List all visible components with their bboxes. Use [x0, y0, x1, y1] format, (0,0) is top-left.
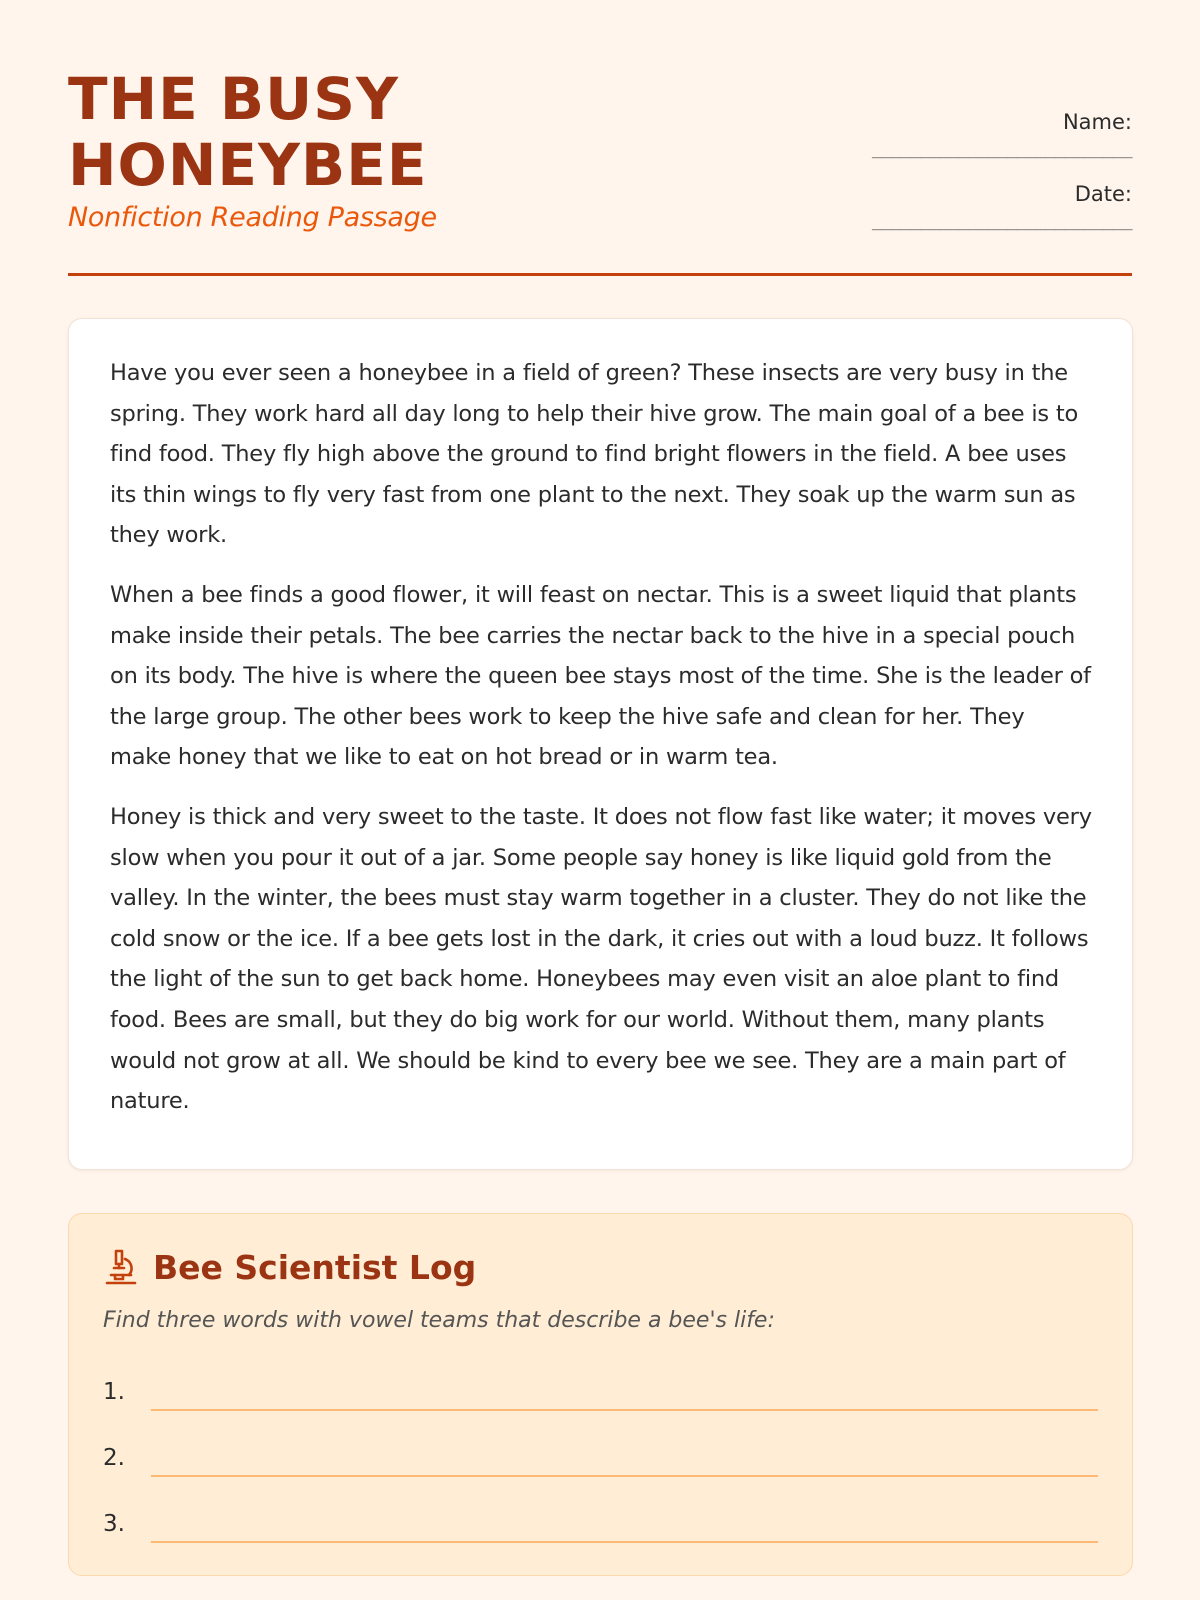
name-field[interactable]: ___________________________: [871, 139, 1132, 159]
answer-line-3[interactable]: [151, 1509, 1098, 1543]
log-instruction: Find three words with vowel teams that describe a bee's life:: [103, 1308, 775, 1333]
student-fields: [872, 106, 1132, 250]
answer-number: 1.: [103, 1379, 125, 1405]
worksheet-header: [68, 0, 1132, 276]
answer-line-1[interactable]: [151, 1377, 1098, 1411]
bee-scientist-log: [68, 1213, 1133, 1576]
title-block: [68, 66, 508, 233]
answer-row: [103, 1479, 1098, 1545]
answer-row: [103, 1413, 1098, 1479]
log-title: Bee Scientist Log: [153, 1247, 477, 1287]
date-label: Date:: [1074, 182, 1132, 206]
microscope-icon: [103, 1247, 139, 1287]
page-title: THE BUSY HONEYBEE: [68, 65, 428, 199]
log-header: [103, 1242, 1098, 1292]
page-subtitle: Nonfiction Reading Passage: [68, 202, 437, 233]
answer-row: [103, 1347, 1098, 1413]
answer-number: 3.: [103, 1511, 125, 1537]
passage-paragraph-1: Have you ever seen a honeybee in a field of green? These insects are very busy in the spring. They work hard all day long to help their hive grow. The main goal of a bee is to find food. They fly high above the ground to find bright flowers in the field. A bee uses its thin wings to fly very fast from one plant to the next. They soak up the warm sun as they work.: [110, 360, 1079, 549]
name-label: Name:: [1062, 110, 1132, 134]
date-field[interactable]: ___________________________: [871, 211, 1132, 231]
passage-paragraph-2: When a bee finds a good flower, it will feast on nectar. This is a sweet liquid that plants make inside their petals. The bee carries the nectar back to the hive in a special pouch on its body. The hive is where the queen bee stays most of the time. She is the leader of the large group. The other bees work to keep the hive safe and clean for her. They make honey that we like to eat on hot bread or in warm tea.: [110, 581, 1091, 771]
answer-number: 2.: [103, 1445, 125, 1471]
reading-passage: [68, 318, 1133, 1170]
answer-line-2[interactable]: [151, 1443, 1098, 1477]
passage-paragraph-3: Honey is thick and very sweet to the taste. It does not flow fast like water; it moves very slow when you pour it out of a jar. Some people say honey is like liquid gold from the valley. In the winter, the bees must stay warm together in a cluster. They do not like the cold snow or the ice. If a bee gets lost in the dark, it cries out with a loud buzz. It follows the light of the sun to get back home. Honeybees may even visit an aloe plant to find food. Bees are small, but they do big work for our world. Without them, many plants would not grow at all. We should be kind to every bee we see. They are a main part of nature.: [110, 803, 1092, 1115]
